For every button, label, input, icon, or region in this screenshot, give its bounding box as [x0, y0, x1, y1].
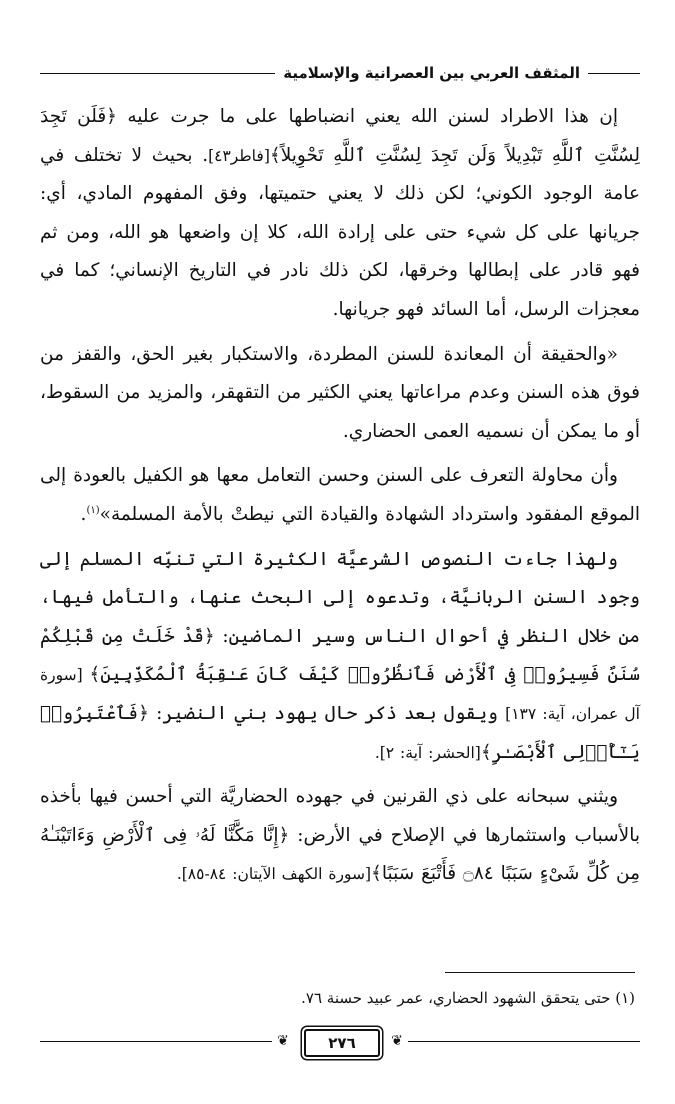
- ornament-flourish-icon: ❦: [391, 1033, 403, 1049]
- page-number: ٢٧٦: [304, 1029, 380, 1057]
- text-run: ويقول بعد ذكر حال يهود بني النضير:: [148, 702, 506, 724]
- footnote-marker: (١): [86, 504, 100, 516]
- body-text: [40, 98, 640, 900]
- quran-verse: ﴿فَٱعْتَبِرُوا۟ يَـٰٓأُو۟لِى ٱلْأَبْصَـٰرِ﴾: [40, 702, 640, 763]
- ornament-flourish-icon: ❦: [277, 1033, 289, 1049]
- paragraph: [40, 541, 640, 773]
- quran-verse: ﴿قَدْ خَلَتْ مِن قَبْلِكُمْ سُنَنٌ فَسِيرُوا۟ فِى ٱلْأَرْضِ فَٱنظُرُوا۟ كَيْفَ كَانَ عَـٰقِبَةُ ٱلْمُكَذِّبِينَ﴾: [40, 625, 641, 686]
- paragraph: [40, 457, 640, 534]
- ornament-rule-left: [40, 1041, 272, 1042]
- paragraph: [40, 336, 640, 452]
- text-run: ويثني سبحانه على ذي القرنين في جهوده الحضاريَّة التي أحسن فيها بأخذه بالأسباب واستثمارها في الإصلاح في الأرض:: [40, 786, 640, 846]
- ornament-rule-right: [408, 1041, 640, 1042]
- quran-verse: ﴿فَلَن تَجِدَ لِسُنَّتِ ٱللَّهِ تَبْدِيلاً وَلَن تَجِدَ لِسُنَّتِ ٱللَّهِ تَحْوِيلاً﴾: [40, 106, 640, 166]
- footnote-separator: [445, 972, 635, 973]
- text-run: وأن محاولة التعرف على السنن وحسن التعامل معها هو الكفيل بالعودة إلى الموقع المفقود واسترداد الشهادة والقيادة التي نيطتْ بالأمة المسلمة»: [40, 465, 640, 525]
- book-title: المثقف العربي بين العصرانية والإسلامية: [275, 61, 588, 85]
- text-run: «والحقيقة أن المعاندة للسنن المطردة، والاستكبار بغير الحق، والقفز من فوق هذه السنن وعدم مراعاتها يعني الكثير من التقهقر، والمزيد من السقوط، أو ما يمكن أن نسميه العمى الحضاري.: [40, 343, 640, 442]
- paragraph: [40, 778, 640, 894]
- text-run: . بحيث لا تختلف في عامة الوجود الكوني؛ لكن ذلك لا يعني حتميتها، وفق المفهوم المادي، أي: جريانها على كل شيء حتى على إرادة الله، كلا إن واضعها هو الله، ومن ثم فهو قادر على إبطالها وخرقها، لكن ذلك نادر في التاريخ الإنساني؛ كما في معجزات الرسل، أما السائد فهو جريانها.: [40, 144, 640, 320]
- paragraph: [40, 98, 640, 330]
- text-run: .: [80, 503, 87, 525]
- quran-verse: ﴿إِنَّا مَكَّنَّا لَهُۥ فِى ٱلْأَرْضِ وَءَاتَيْنَـٰهُ مِن كُلِّ شَىْءٍ سَبَبًا ۝٨٤ فَأَتْبَعَ سَبَبًا﴾: [40, 824, 640, 885]
- verse-reference: [فاطر٤٣]: [208, 146, 270, 165]
- verse-reference: [سورة الكهف الآيتان: ٨٤-٨٥].: [176, 865, 372, 884]
- verse-reference: [سورة آل عمران، آية: ١٣٧]: [40, 666, 640, 723]
- page-number-ornament: [40, 1024, 640, 1060]
- text-run: إن هذا الاطراد لسنن الله يعني انضباطها على ما جرت عليه: [117, 106, 618, 127]
- text-run: ولهذا جاءت النصوص الشرعيَّة الكثيرة التي تنبِّه المسلم إلى وجود السنن الربانيَّة، وتدعوه إلى البحث عنها، والتأمل فيها، من خلال النظر في أحوال الناس وسير الماضين:: [40, 548, 640, 647]
- running-header: [40, 60, 640, 86]
- verse-reference: [الحشر: آية: ٢].: [374, 743, 481, 762]
- footnote: (١) حتى يتحقق الشهود الحضاري، عمر عبيد حسنة ٧٦.: [301, 989, 635, 1007]
